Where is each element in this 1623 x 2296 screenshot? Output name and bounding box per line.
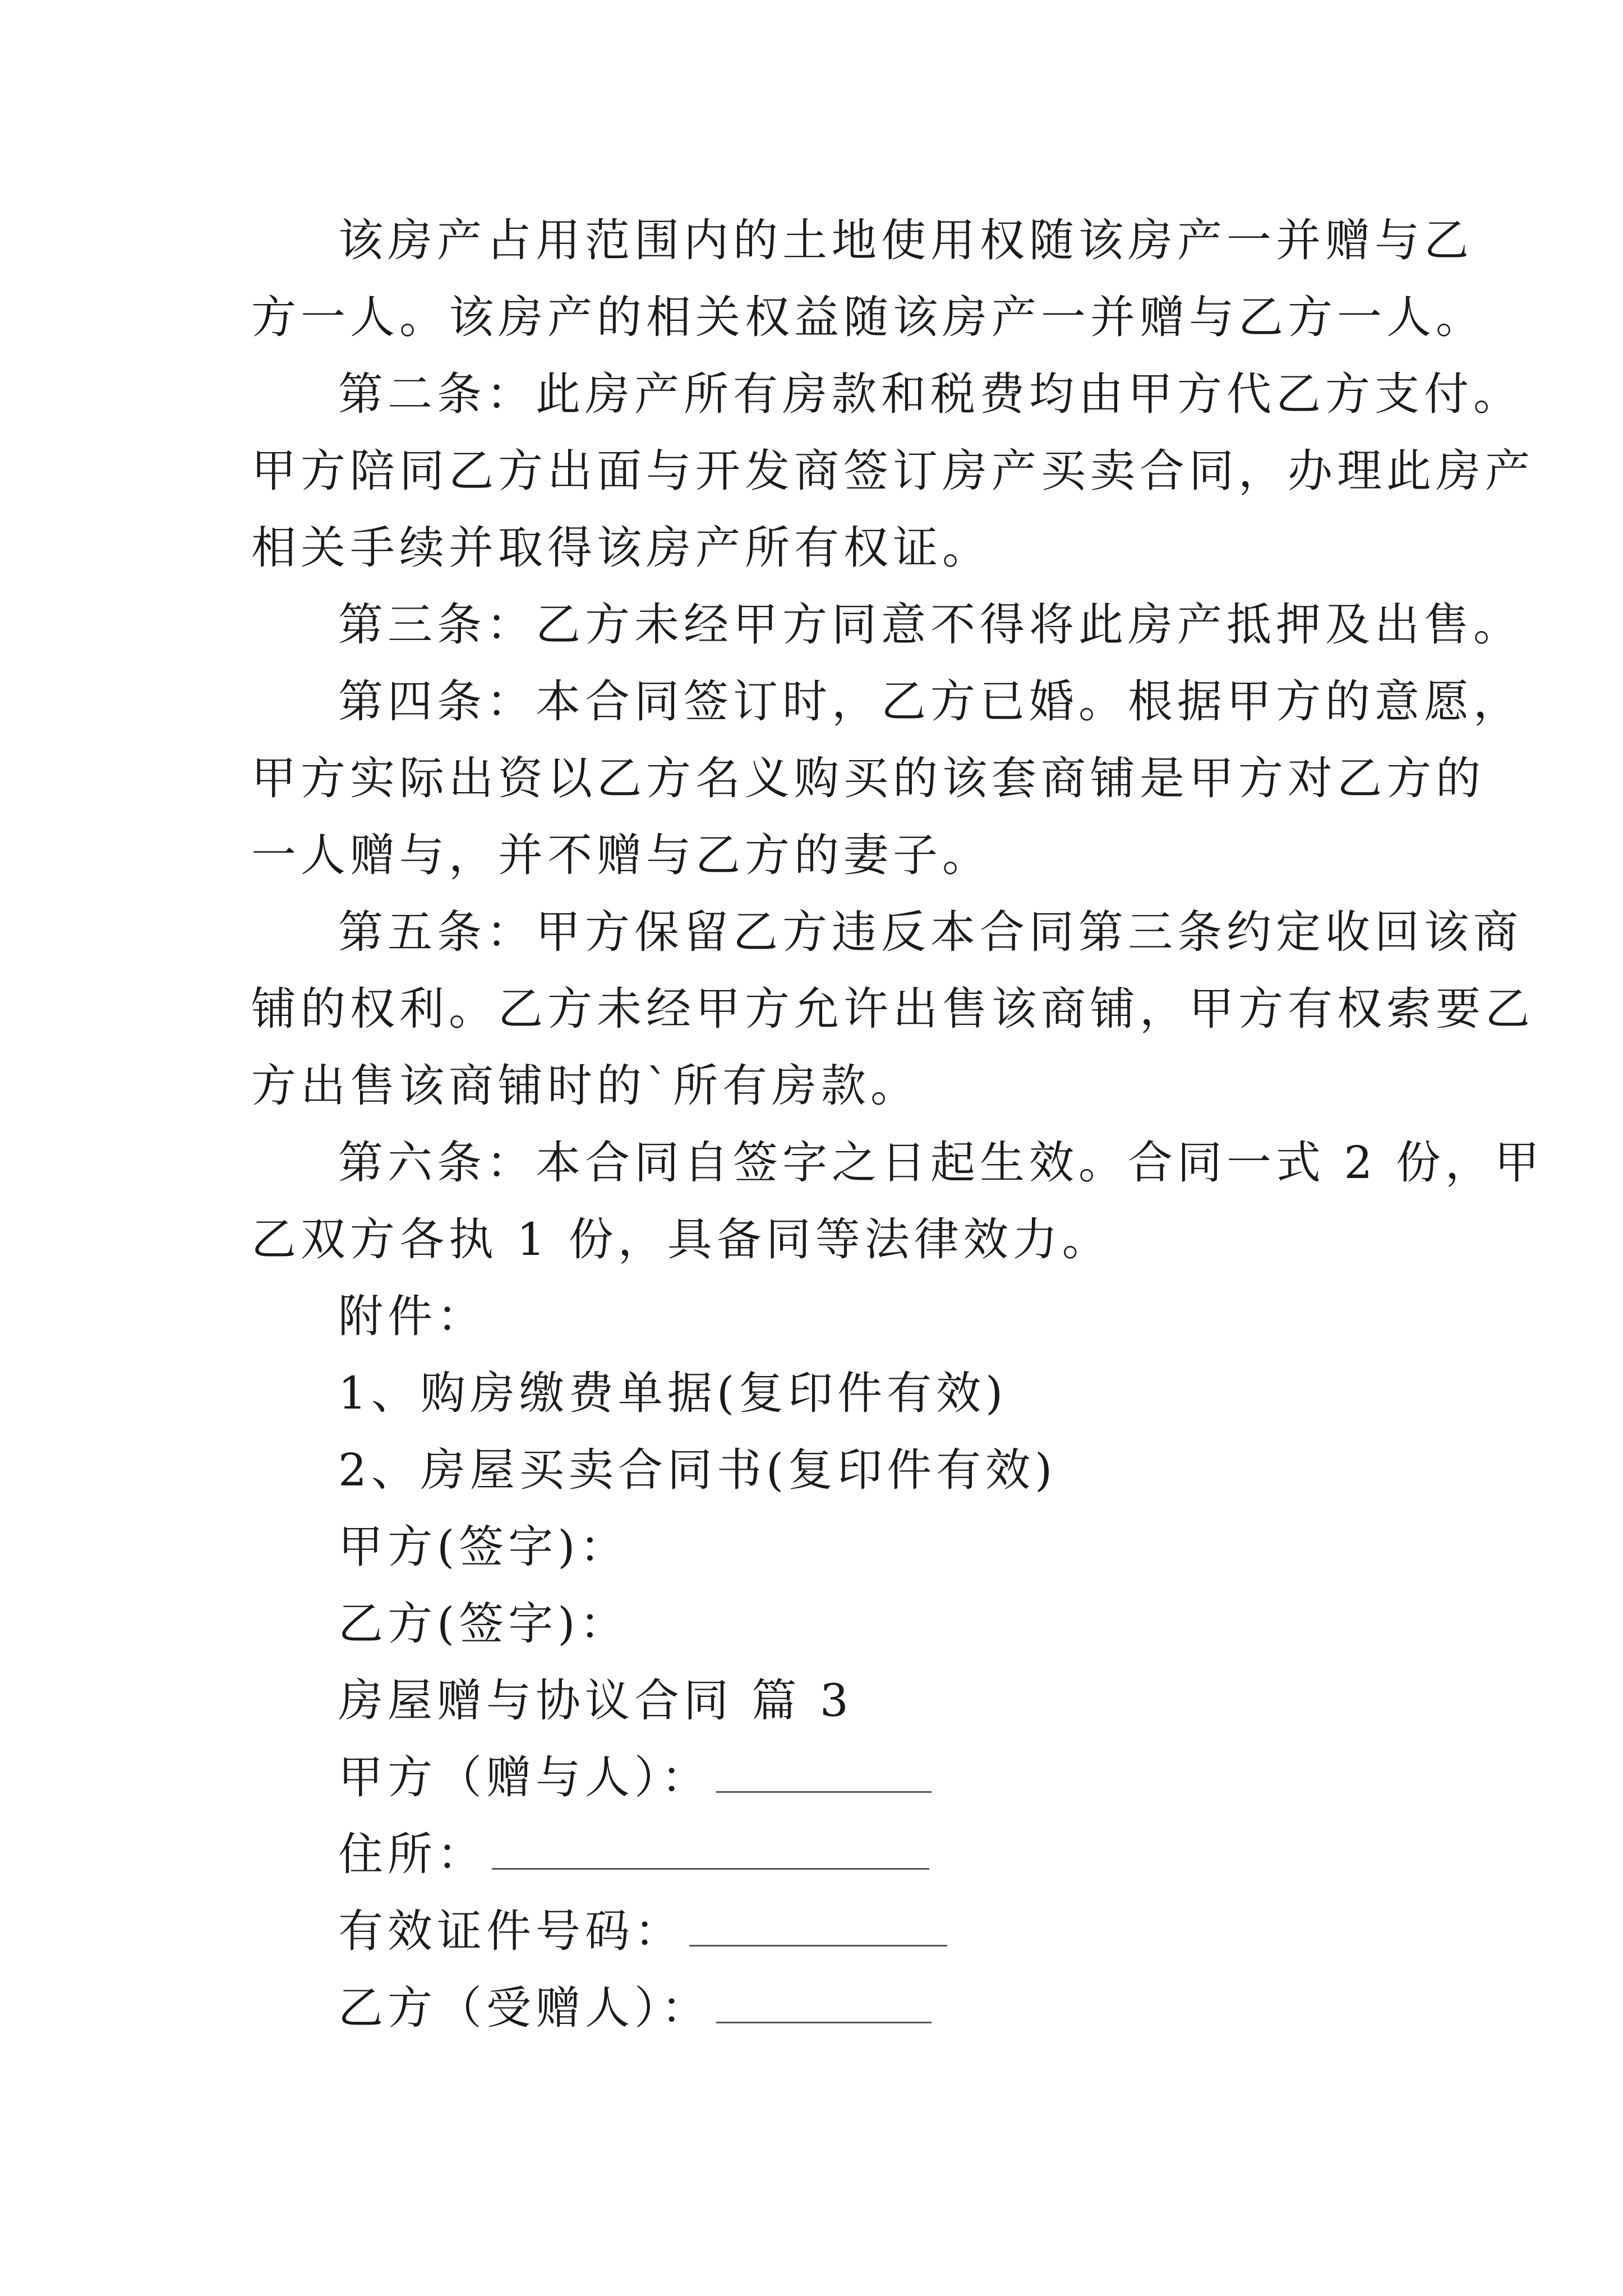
party-b-signature: 乙方(签字)： xyxy=(338,1598,629,1650)
attachment-item: 1、购房缴费单据(复印件有效) xyxy=(338,1367,1008,1419)
id-number-field xyxy=(338,1904,947,1958)
paragraph-line: 甲方陪同乙方出面与开发商签订房产买卖合同，办理此房产 xyxy=(251,445,1534,497)
address-label: 住所： xyxy=(338,1828,486,1880)
attachment-item: 2、房屋买卖合同书(复印件有效) xyxy=(338,1444,1057,1496)
section-title: 房屋赠与协议合同 篇 3 xyxy=(338,1674,853,1727)
article-3-line: 第三条：乙方未经甲方同意不得将此房产抵押及出售。 xyxy=(338,599,1523,651)
donor-field xyxy=(338,1751,932,1805)
article-5-line: 第五条：甲方保留乙方违反本合同第三条约定收回该商 xyxy=(338,906,1523,958)
article-4-line: 第四条：本合同签订时，乙方已婚。根据甲方的意愿， xyxy=(338,675,1523,728)
id-number-blank[interactable] xyxy=(689,1906,947,1947)
donor-blank[interactable] xyxy=(716,1752,932,1793)
donee-field xyxy=(338,1981,932,2035)
article-2-line: 第二条：此房产所有房款和税费均由甲方代乙方支付。 xyxy=(338,368,1523,420)
paragraph-line: 一人赠与，并不赠与乙方的妻子。 xyxy=(251,829,992,881)
attachments-heading: 附件： xyxy=(338,1290,486,1342)
paragraph-line: 乙双方各执 1 份，具备同等法律效力。 xyxy=(251,1213,1112,1266)
address-blank[interactable] xyxy=(492,1829,929,1870)
paragraph-line: 甲方实际出资以乙方名义购买的该套商铺是甲方对乙方的 xyxy=(251,752,1485,804)
donor-label: 甲方（赠与人）： xyxy=(338,1751,711,1803)
paragraph-line: 方出售该商铺时的`所有房款。 xyxy=(251,1060,920,1112)
donee-blank[interactable] xyxy=(716,1982,932,2023)
paragraph-line: 该房产占用范围内的土地使用权随该房产一并赠与乙 xyxy=(338,214,1473,266)
paragraph-line: 相关手续并取得该房产所有权证。 xyxy=(251,522,992,574)
id-number-label: 有效证件号码： xyxy=(338,1905,684,1957)
party-a-signature: 甲方(签字)： xyxy=(338,1521,629,1573)
address-field xyxy=(338,1828,929,1881)
paragraph-line: 方一人。该房产的相关权益随该房产一并赠与乙方一人。 xyxy=(251,291,1485,343)
article-6-line: 第六条：本合同自签字之日起生效。合同一式 2 份，甲 xyxy=(338,1137,1544,1189)
donee-label: 乙方（受赠人）： xyxy=(338,1982,711,2034)
paragraph-line: 铺的权利。乙方未经甲方允许出售该商铺，甲方有权索要乙 xyxy=(251,983,1534,1035)
